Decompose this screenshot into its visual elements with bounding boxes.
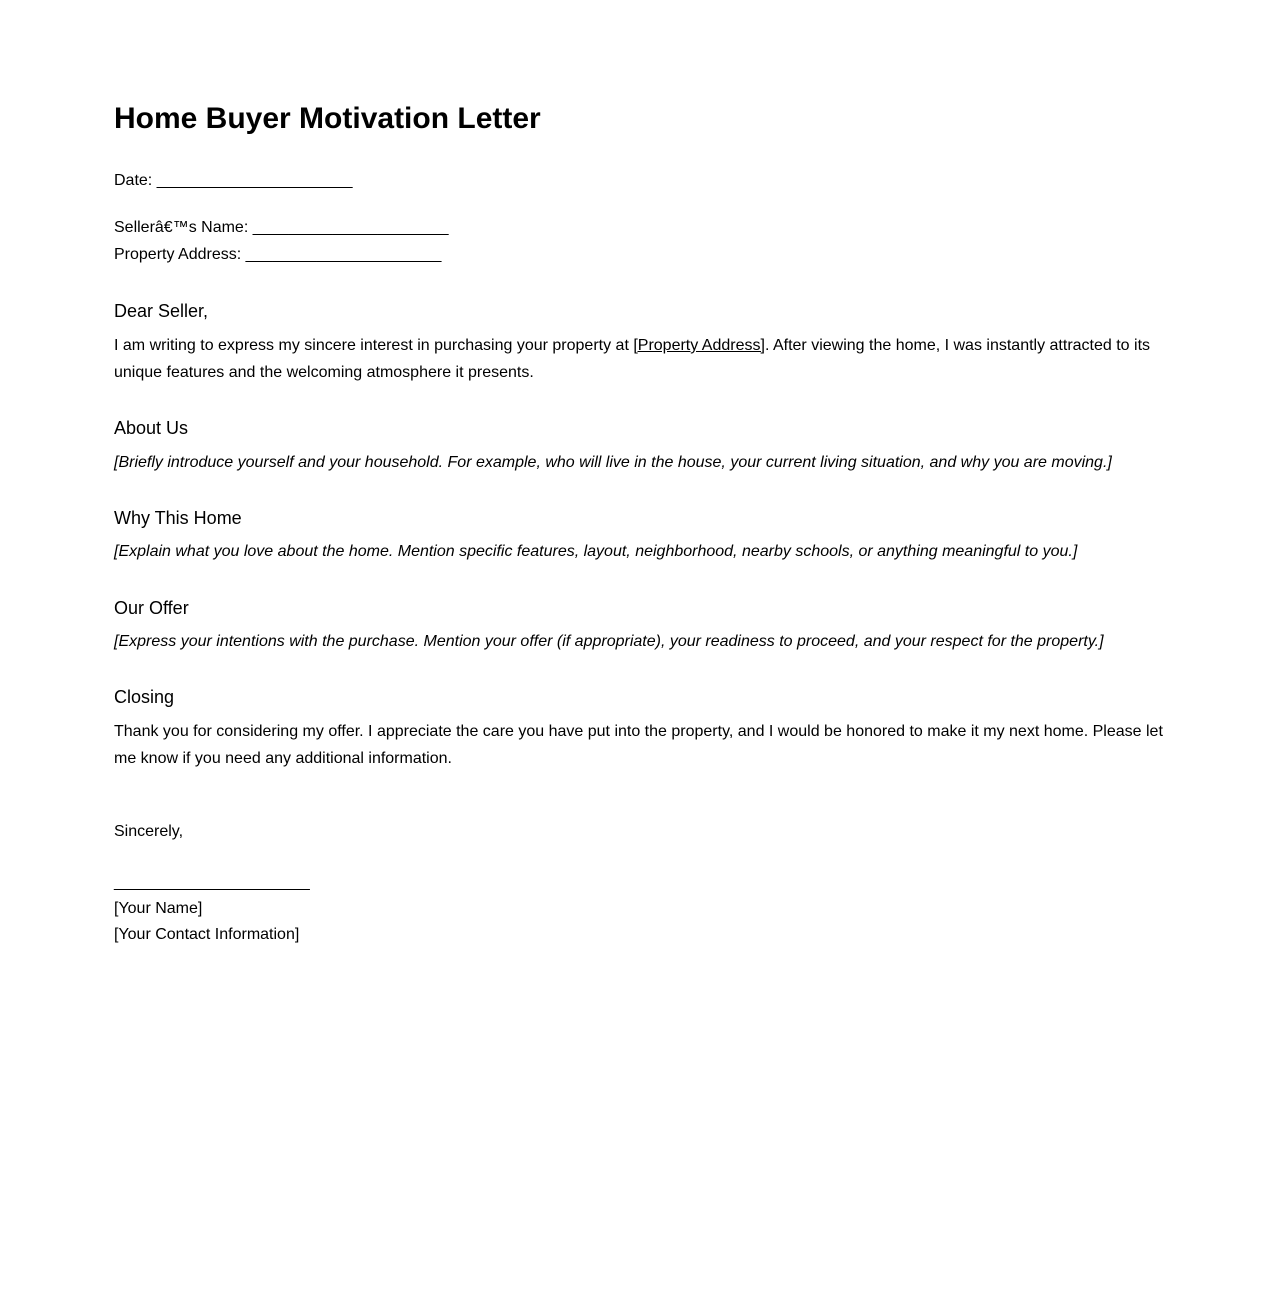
signature-line: ______________________ bbox=[114, 874, 310, 891]
intro-text: I am writing to express my sincere interest in purchasing your property at bbox=[114, 337, 634, 354]
section-heading-our-offer: Our Offer bbox=[114, 598, 189, 618]
section-body-why-this-home: [Explain what you love about the home. Mention specific features, layout, neighborhood, nearby schools, or anything meaningful to you.] bbox=[114, 543, 1078, 560]
property-address-field bbox=[114, 245, 441, 265]
page-title: Home Buyer Motivation Letter bbox=[114, 102, 541, 135]
intro-paragraph bbox=[114, 332, 1169, 386]
property-address-link[interactable]: [Property Address] bbox=[633, 337, 765, 354]
your-name: [Your Name] bbox=[114, 900, 203, 917]
greeting: Dear Seller, bbox=[114, 301, 209, 321]
date-blank: ______________________ bbox=[156, 172, 353, 189]
intro-text-end: . After viewing the home, I was instantly attracted to its unique features and the welcoming atmosphere it presents. bbox=[114, 337, 1151, 381]
seller-name-label: Sellerâ€™s Name: bbox=[114, 219, 249, 236]
date-label: Date: bbox=[114, 172, 153, 189]
section-body-about-us: [Briefly introduce yourself and your household. For example, who will live in the house, your current living situation, and why you are moving.] bbox=[114, 454, 1112, 471]
your-contact-information: [Your Contact Information] bbox=[114, 926, 300, 943]
seller-name-blank: ______________________ bbox=[252, 219, 449, 236]
seller-name-field bbox=[114, 218, 449, 238]
signoff: Sincerely, bbox=[114, 823, 184, 840]
section-body-our-offer: [Express your intentions with the purchase. Mention your offer (if appropriate), your readiness to proceed, and your respect for the property.] bbox=[114, 633, 1104, 650]
section-body-closing: Thank you for considering my offer. I appreciate the care you have put into the property, and I would be honored to make it my next home. Please let me know if you need any additional information. bbox=[114, 723, 1163, 767]
section-heading-closing: Closing bbox=[114, 687, 175, 707]
section-heading-why-this-home: Why This Home bbox=[114, 508, 242, 528]
property-address-blank: ______________________ bbox=[245, 246, 442, 263]
property-address-label: Property Address: bbox=[114, 246, 242, 263]
section-heading-about-us: About Us bbox=[114, 418, 189, 438]
date-field bbox=[114, 171, 352, 191]
